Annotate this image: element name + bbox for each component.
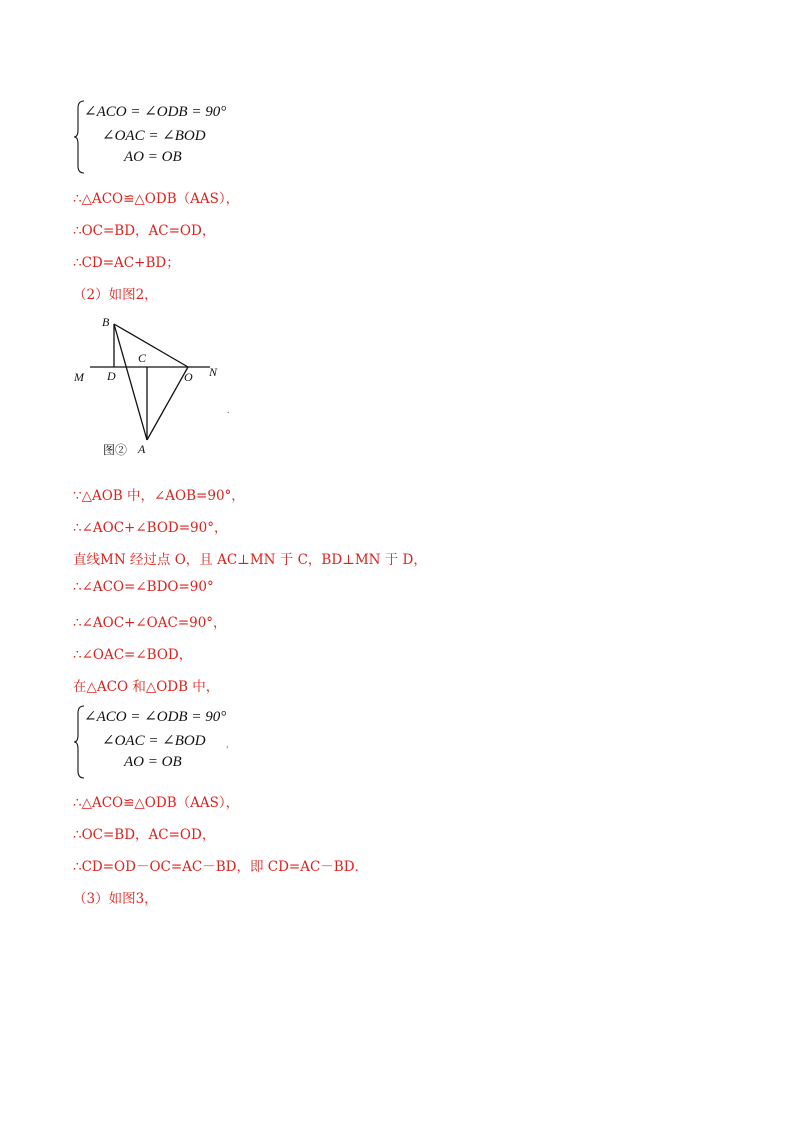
proof-line: ∴∠ACO=∠BDO=90° (73, 579, 214, 595)
proof-line: ∴∠OAC=∠BOD， (73, 647, 193, 663)
proof-line: ∴OC=BD，AC=OD， (73, 827, 216, 843)
proof-line: ∴CD=AC+BD； (73, 255, 180, 271)
part3-heading: （3）如图3， (73, 891, 158, 907)
proof-line: ∴△ACO≌△ODB（AAS）， (73, 191, 240, 207)
proof-line: ∴OC=BD，AC=OD， (73, 223, 216, 239)
proof-line: ∴△ACO≌△ODB（AAS）， (73, 795, 240, 811)
equation-line-1: ∠ACO = ∠ODB = 90° (84, 709, 227, 725)
label-D: D (107, 369, 116, 383)
equation-line-2: ∠OAC = ∠BOD (102, 128, 206, 144)
label-N: N (209, 365, 218, 379)
equation-line-3: AO = OB (124, 754, 182, 770)
proof-line: ∴∠AOC+∠OAC=90°， (73, 615, 227, 631)
equation-line-1: ∠ACO = ∠ODB = 90° (84, 104, 227, 120)
proof-line: ∵△AOB 中，∠AOB=90°， (73, 488, 245, 504)
figure-caption: 图② (103, 443, 128, 457)
stray-mark: . (227, 406, 230, 415)
equation-system-1 (74, 100, 274, 170)
trailing-comma: ， (226, 740, 234, 749)
triangles-intro: 在△ACO 和△ODB 中， (73, 679, 220, 695)
label-O: O (184, 370, 193, 384)
proof-line: ∴∠AOC+∠BOD=90°， (73, 520, 228, 536)
equation-system-2 (74, 705, 274, 775)
label-C: C (138, 351, 147, 365)
proof-line: ∴CD=OD－OC=AC－BD，即 CD=AC－BD． (73, 859, 369, 875)
equation-line-3: AO = OB (124, 149, 182, 165)
geometry-figure-2 (72, 312, 242, 464)
label-A: A (138, 442, 146, 456)
part2-heading: （2）如图2， (73, 287, 158, 303)
label-B: B (102, 315, 110, 329)
equation-line-2: ∠OAC = ∠BOD (102, 733, 206, 749)
label-M: M (74, 370, 84, 384)
given-statement: 直线MN 经过点 O，且 AC⊥MN 于 C，BD⊥MN 于 D， (73, 552, 427, 568)
